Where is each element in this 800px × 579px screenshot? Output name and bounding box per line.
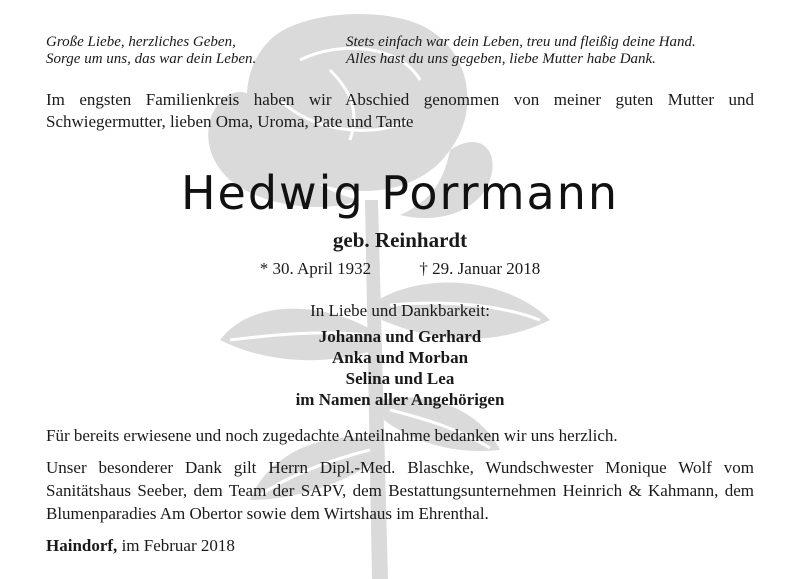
place-month: im Februar 2018 [121, 536, 235, 555]
verse-right [346, 34, 766, 68]
birth-date: * 30. April 1932 [259, 259, 372, 278]
intro-text: Im engsten Familienkreis haben wir Abschied genommen von meiner guten Mutter und Schwiegermutter, lieben Oma, Uroma, Pate und Tante [46, 90, 754, 131]
death-date: † 29. Januar 2018 [419, 259, 541, 278]
general-thanks: Für bereits erwiesene und noch zugedachte Anteilnahme bedanken wir uns herzlich. [46, 426, 618, 445]
mourners-list [0, 326, 800, 410]
place-date [46, 536, 235, 556]
verse-left [46, 34, 336, 68]
mourners-heading: In Liebe und Dankbarkeit: [310, 301, 490, 320]
verse-line: Stets einfach war dein Leben, treu und fleißig deine Hand. [346, 34, 696, 50]
mourner-line: im Namen aller Angehörigen [295, 390, 505, 409]
mourner-line: Selina und Lea [345, 369, 455, 388]
place-town: Haindorf, [46, 536, 118, 555]
deceased-name: Hedwig Porrmann [180, 166, 620, 220]
mourner-line: Anka und Morban [331, 348, 469, 367]
birth-name: geb. Reinhardt [332, 228, 468, 252]
verse-line: Sorge um uns, das war dein Leben. [46, 51, 257, 67]
verse-line: Alles hast du uns gegeben, liebe Mutter habe Dank. [346, 51, 656, 67]
special-thanks: Unser besonderer Dank gilt Herrn Dipl.-Med. Blaschke, Wundschwester Monique Wolf vom Sanitätshaus Seeber, dem Team der SAPV, dem Bestattungsunternehmen Heinrich & Kahmann, dem Blumenparadies Am Obertor sowie dem Wirtshaus im Ehrenthal. [46, 458, 754, 523]
life-dates [0, 259, 800, 279]
mourner-line: Johanna und Gerhard [318, 327, 482, 346]
verse-line: Große Liebe, herzliches Geben, [46, 34, 236, 50]
